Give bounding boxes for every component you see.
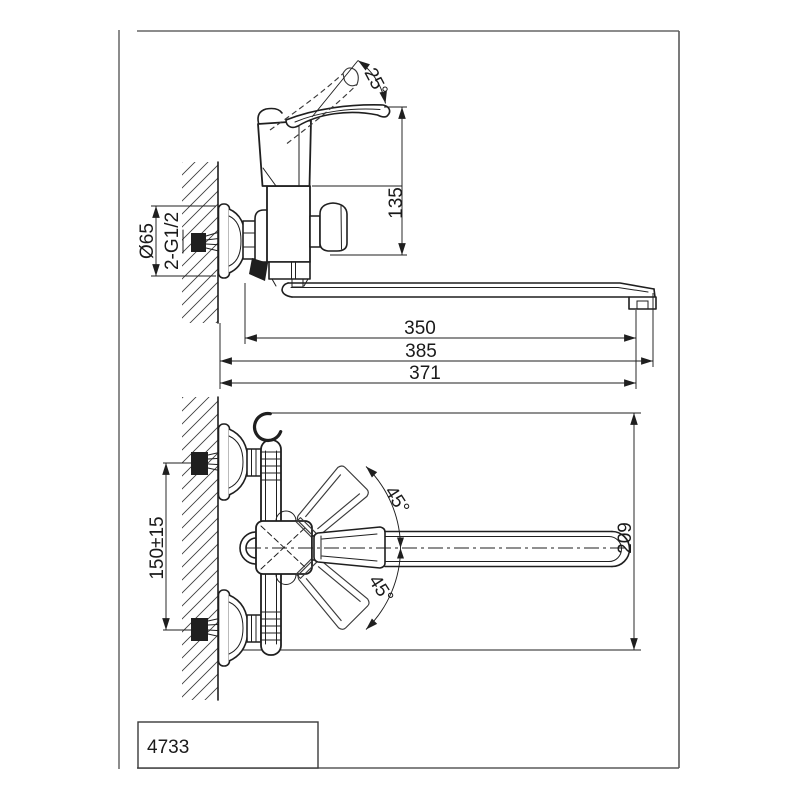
aerator xyxy=(629,297,656,309)
height-label: 135 xyxy=(386,187,407,219)
handle-angle-label: 25° xyxy=(359,64,392,100)
spout-plan xyxy=(385,532,630,567)
dim-aerator-reach xyxy=(220,363,636,384)
model-number: 4733 xyxy=(147,737,190,758)
escutcheon-upper xyxy=(219,424,249,500)
thread-spec-label: 2-G1/2 xyxy=(162,211,183,271)
handle-pivot-boss xyxy=(258,109,282,124)
overall-depth-label: 209 xyxy=(615,522,636,554)
arc-arrow-mid-upper xyxy=(397,538,404,549)
handle-plan-horizontal xyxy=(312,527,385,568)
inlet-spacing-label: 150±15 xyxy=(147,516,168,580)
nipple-lower xyxy=(247,615,261,642)
escutcheon-lower xyxy=(219,590,249,666)
swivel-angle-lower-label: 45° xyxy=(363,571,398,608)
top-plan-view xyxy=(147,330,641,768)
handle-end-cap xyxy=(343,68,358,86)
diverter-knob xyxy=(310,203,347,251)
title-block xyxy=(138,722,318,768)
escutcheon-side xyxy=(219,204,246,278)
dim-inlet-spacing xyxy=(147,463,207,630)
flange-diameter-label: Ø65 xyxy=(137,223,158,259)
handle-lever-down xyxy=(286,105,390,128)
swivel-angle-upper-label: 45° xyxy=(379,482,414,519)
aerator-reach-label: 371 xyxy=(409,363,441,384)
shower-hook xyxy=(255,414,281,441)
nipple-upper xyxy=(247,449,261,476)
overall-reach-label: 385 xyxy=(405,341,437,362)
arc-arrow-mid-lower xyxy=(397,548,404,559)
sheet-frame xyxy=(119,30,679,769)
spout-reach-label: 350 xyxy=(404,318,436,339)
side-profile-view xyxy=(137,61,656,390)
faucet-body-side xyxy=(267,186,310,262)
spout-side xyxy=(282,283,656,309)
dim-overall-depth xyxy=(615,413,636,650)
